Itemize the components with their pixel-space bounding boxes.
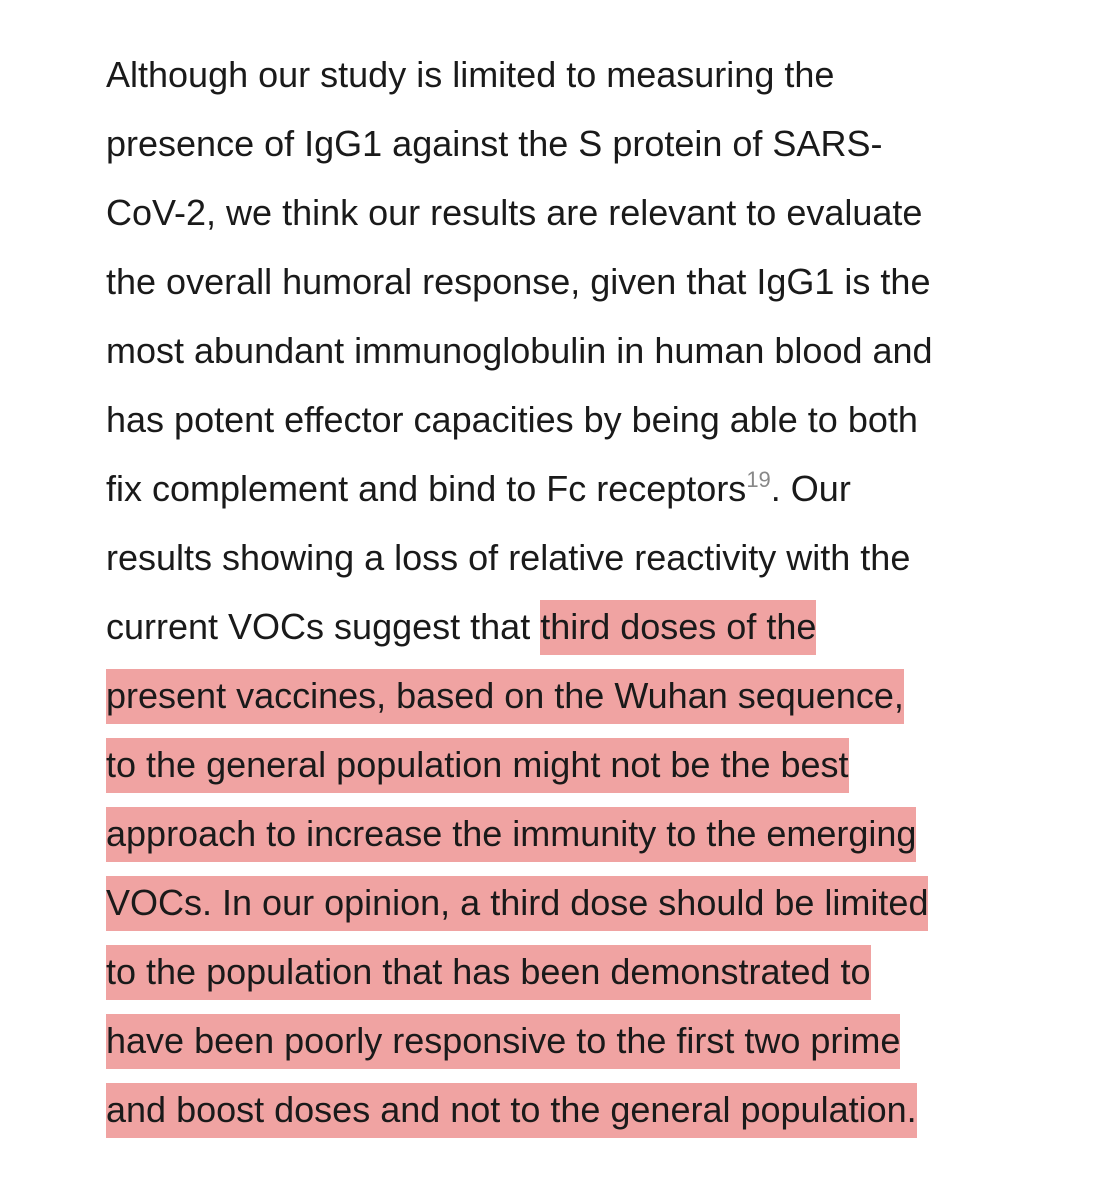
text-line: results showing a loss of relative reactivity with the [106, 537, 911, 578]
text-line: most abundant immunoglobulin in human blood and [106, 330, 933, 371]
highlighted-line [106, 799, 916, 868]
highlighted-text: VOCs. In our opinion, a third dose should be limited [106, 876, 928, 931]
highlighted-text: third doses of the [540, 600, 816, 655]
citation-reference[interactable]: 19 [746, 467, 771, 492]
highlighted-text: have been poorly responsive to the first two prime [106, 1014, 900, 1069]
text-line: has potent effector capacities by being able to both [106, 399, 918, 440]
text-segment: fix complement and bind to Fc receptors [106, 468, 747, 509]
highlighted-line [106, 868, 928, 937]
text-line: presence of IgG1 against the S protein of SARS- [106, 123, 883, 164]
highlighted-line [106, 661, 904, 730]
highlighted-text: to the population that has been demonstrated to [106, 945, 871, 1000]
text-segment: . Our [770, 468, 851, 509]
text-line-with-citation [106, 454, 851, 523]
text-segment: current VOCs suggest that [106, 606, 541, 647]
highlighted-text: approach to increase the immunity to the emerging [106, 807, 916, 862]
highlighted-line [106, 730, 849, 799]
highlighted-line [106, 1075, 917, 1144]
highlighted-text: and boost doses and not to the general population. [106, 1083, 917, 1138]
text-line: Although our study is limited to measuring the [106, 54, 835, 95]
highlighted-line [106, 1006, 900, 1075]
highlighted-text: present vaccines, based on the Wuhan sequence, [106, 669, 904, 724]
text-line: CoV-2, we think our results are relevant to evaluate [106, 192, 923, 233]
highlighted-line [106, 937, 871, 1006]
highlighted-text: to the general population might not be the best [106, 738, 849, 793]
text-line-partial-highlight [106, 592, 816, 661]
text-line: the overall humoral response, given that IgG1 is the [106, 261, 931, 302]
